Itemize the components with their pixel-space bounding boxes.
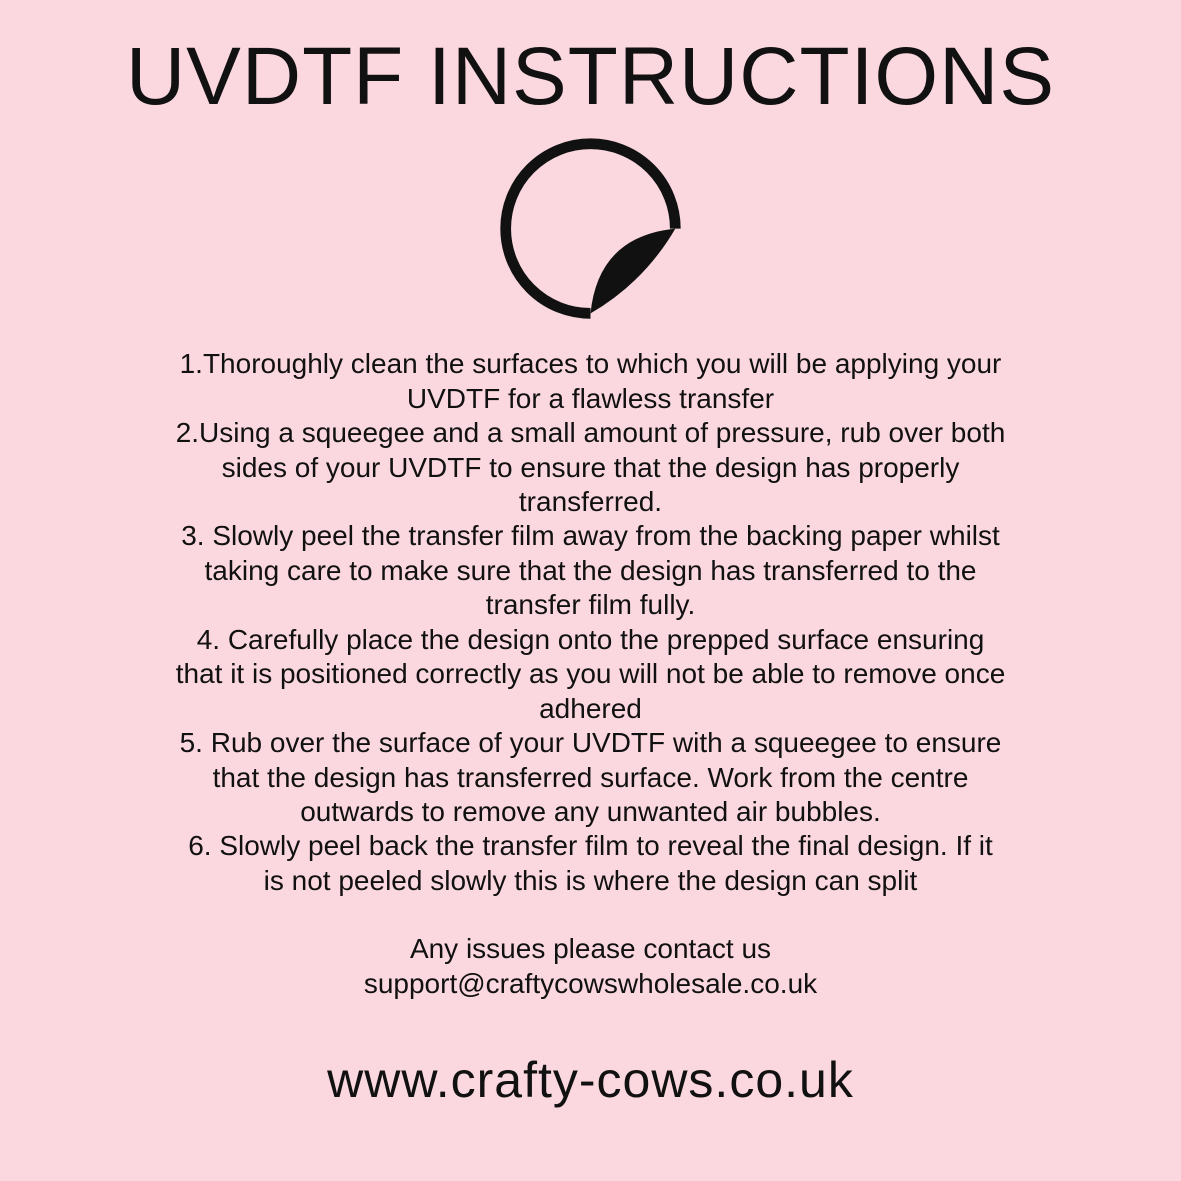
- instruction-step-4: 4. Carefully place the design onto the prepped surface ensuring that it is positioned correctly as you will not be able to remove once adhered: [175, 623, 1006, 724]
- instruction-step-5: 5. Rub over the surface of your UVDTF with a squeegee to ensure that the design has transferred surface. Work from the centre outwards to remove any unwanted air bubbles.: [179, 727, 1002, 827]
- instruction-step-6: 6. Slowly peel back the transfer film to reveal the final design. If it is not peeled slowly this is where the design can split: [188, 830, 993, 896]
- sticker-peel-curl: [591, 229, 676, 314]
- instructions-list: [176, 347, 1006, 898]
- instruction-step-1: 1.Thoroughly clean the surfaces to which you will be applying your UVDTF for a flawless transfer: [179, 348, 1002, 414]
- sticker-circle-outline: [506, 144, 676, 314]
- website-url: www.crafty-cows.co.uk: [327, 1052, 854, 1109]
- instruction-step-3: 3. Slowly peel the transfer film away from the backing paper whilst taking care to make sure that the design has transferred to the transfer film fully.: [181, 520, 1000, 621]
- instruction-step-2: 2.Using a squeegee and a small amount of pressure, rub over both sides of your UVDTF to ensure that the design has properly transferred.: [175, 417, 1006, 518]
- contact-email: support@craftycowswholesale.co.uk: [363, 967, 818, 999]
- contact-message: Any issues please contact us: [409, 933, 772, 965]
- sticker-peel-icon: [493, 134, 688, 329]
- contact-block: [364, 932, 817, 1001]
- page-title: UVDTF INSTRUCTIONS: [125, 31, 1056, 122]
